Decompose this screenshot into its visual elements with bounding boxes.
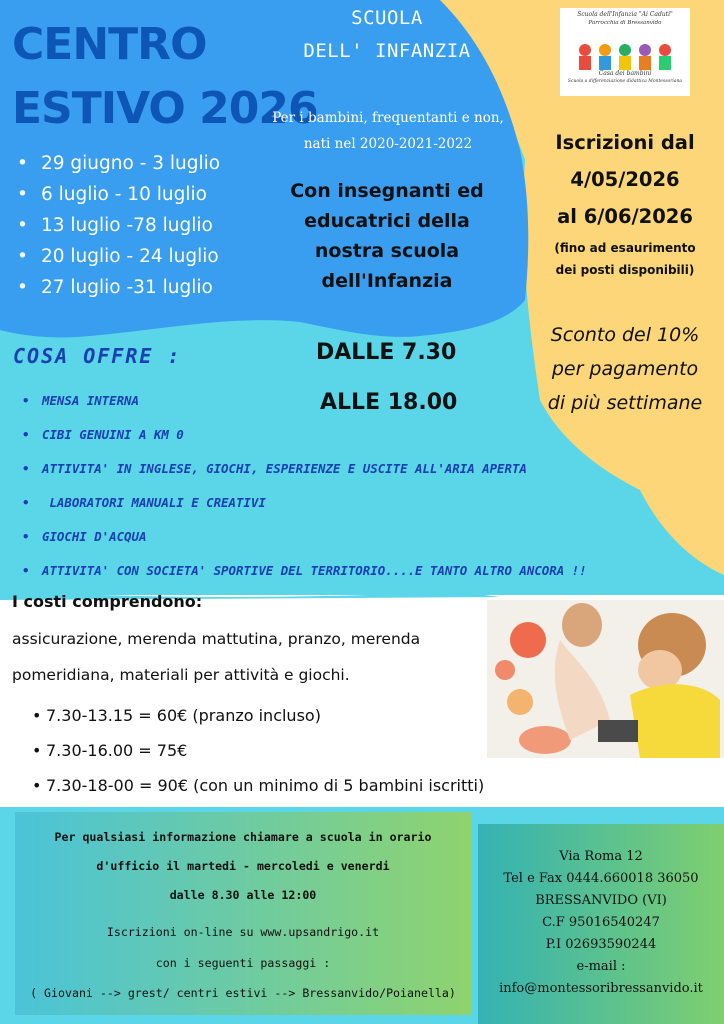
info-line-2: d'ufficio il martedi - mercoledi e venerdi xyxy=(96,859,390,873)
school-heading xyxy=(262,4,512,66)
offer-item: • CIBI GENUINI A KM 0 xyxy=(22,418,587,452)
children-painting-photo xyxy=(487,600,724,758)
costs-line-1: assicurazione, merenda mattutina, pranzo, merenda xyxy=(12,630,421,648)
date-item: • 20 luglio - 24 luglio xyxy=(17,241,220,272)
offer-item: • ATTIVITA' CON SOCIETA' SPORTIVE DEL TERRITORIO....E TANTO ALTRO ANCORA !! xyxy=(22,554,587,588)
title-line-1: CENTRO xyxy=(12,19,207,70)
contact-box xyxy=(478,846,724,1000)
teachers-line: educatrici della xyxy=(304,210,470,232)
offer-title: COSA OFFRE : xyxy=(13,344,182,368)
contact-cf: C.F 95016540247 xyxy=(542,915,660,930)
logo-text xyxy=(562,10,688,85)
price-item: • 7.30-16.00 = 75€ xyxy=(32,733,484,768)
prices-list xyxy=(32,698,484,803)
info-line-3: dalle 8.30 alle 12:00 xyxy=(169,888,317,902)
registration-dates xyxy=(535,124,715,281)
info-line-6: ( Giovani --> grest/ centri estivi --> Bressanvido/Poianella) xyxy=(30,986,456,1000)
contact-phone: Tel e Fax 0444.660018 36050 xyxy=(503,871,699,886)
contact-city: BRESSANVIDO (VI) xyxy=(535,893,667,908)
teachers-note xyxy=(262,176,512,296)
costs-section xyxy=(12,590,482,690)
teachers-line: Con insegnanti ed xyxy=(290,180,484,202)
registration-line-2: 4/05/2026 xyxy=(570,168,680,191)
discount-line: per pagamento xyxy=(551,358,699,380)
subtitle-line-1: Per i bambini, frequentanti e non, xyxy=(272,110,504,126)
offer-item: • MENSA INTERNA xyxy=(22,384,587,418)
offer-item: • ATTIVITA' IN INGLESE, GIOCHI, ESPERIENZE E USCITE ALL'ARIA APERTA xyxy=(22,452,587,486)
info-line-1: Per qualsiasi informazione chiamare a scuola in orario xyxy=(54,830,432,844)
date-item: • 29 giugno - 3 luglio xyxy=(17,148,220,179)
info-line-5: con i seguenti passaggi : xyxy=(155,956,331,970)
offer-item: • LABORATORI MANUALI E CREATIVI xyxy=(22,486,587,520)
subtitle-line-2: nati nel 2020-2021-2022 xyxy=(303,136,473,152)
contact-email-link[interactable]: info@montessoribressanvido.it xyxy=(499,981,703,996)
logo-parish: Parrocchia di Bressanvido xyxy=(588,20,662,26)
discount-line: Sconto del 10% xyxy=(550,324,700,346)
contact-email-label: e-mail : xyxy=(576,959,626,974)
school-line-1: SCUOLA xyxy=(351,7,423,29)
offer-list xyxy=(22,384,587,588)
teachers-line: dell'Infanzia xyxy=(321,270,453,292)
logo-note: Scuola a differenziazione didattica Montessoriana xyxy=(567,79,683,84)
discount-line: di più settimane xyxy=(547,392,703,414)
contact-piva: P.I 02693590244 xyxy=(545,937,657,952)
school-line-2: DELL' INFANZIA xyxy=(303,40,471,62)
hours-to: ALLE 18.00 xyxy=(320,390,458,415)
teachers-line: nostra scuola xyxy=(314,240,460,262)
price-item: • 7.30-18-00 = 90€ (con un minimo di 5 bambini iscritti) xyxy=(32,768,484,803)
date-item: • 13 luglio -78 luglio xyxy=(17,210,220,241)
info-line-4: Iscrizioni on-line su www.upsandrigo.it xyxy=(106,925,380,939)
info-box xyxy=(15,822,471,1008)
title-line-2: ESTIVO 2026 xyxy=(12,83,318,134)
price-item: • 7.30-13.15 = 60€ (pranzo incluso) xyxy=(32,698,484,733)
registration-line-1: Iscrizioni dal xyxy=(555,131,695,154)
date-item: • 27 luglio -31 luglio xyxy=(17,272,220,303)
target-children xyxy=(248,107,528,156)
registration-note-2: dei posti disponibili) xyxy=(555,263,695,277)
offer-item: • GIOCHI D'ACQUA xyxy=(22,520,587,554)
registration-line-3: al 6/06/2026 xyxy=(557,205,693,228)
costs-title: I costi comprendono: xyxy=(12,592,203,611)
dates-list xyxy=(17,148,220,303)
logo-school-name: Scuola dell'Infanzia "Ai Caduti" xyxy=(577,11,673,18)
date-item: • 6 luglio - 10 luglio xyxy=(17,179,220,210)
logo-house: Casa dei bambini xyxy=(598,70,652,77)
contact-address: Via Roma 12 xyxy=(559,849,643,864)
registration-note-1: (fino ad esaurimento xyxy=(554,241,696,255)
hours-from: DALLE 7.30 xyxy=(316,340,457,365)
costs-line-2: pomeridiana, materiali per attività e giochi. xyxy=(12,666,350,684)
